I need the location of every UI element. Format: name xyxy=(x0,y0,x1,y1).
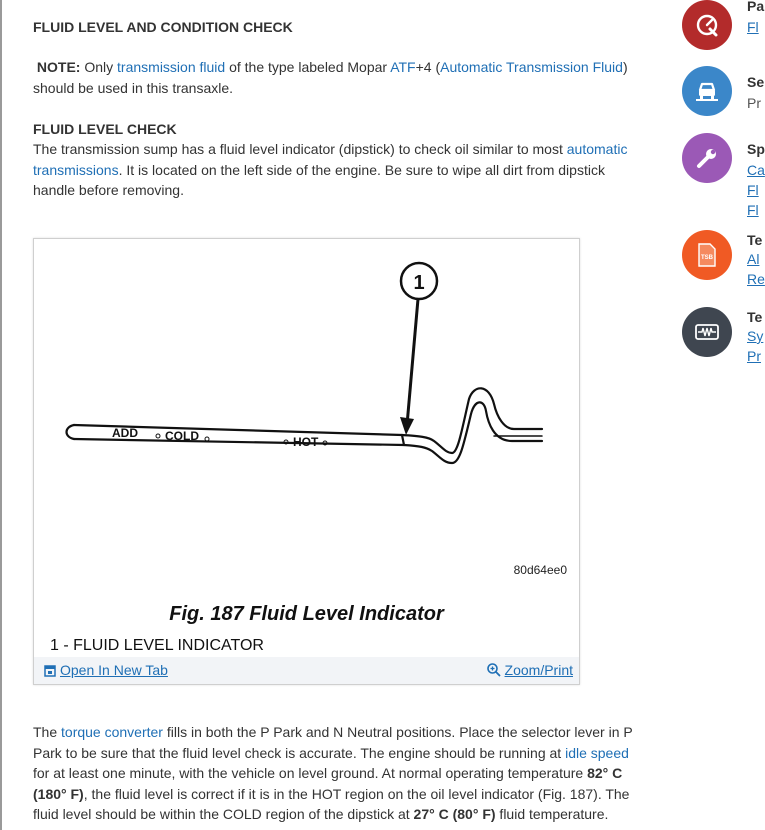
sidebar-item-link[interactable]: Sy xyxy=(747,328,764,344)
dipstick-tip xyxy=(67,425,75,439)
sidebar-item-tsb[interactable] xyxy=(682,230,765,290)
link-automatic-transmissions[interactable]: automatic transmissions xyxy=(33,141,628,178)
open-in-new-tab-button[interactable] xyxy=(44,662,168,678)
figure-legend: 1 - FLUID LEVEL INDICATOR xyxy=(50,637,264,654)
link-automatic-transmission-fluid[interactable]: Automatic Transmission Fluid xyxy=(440,59,623,75)
paragraph-text: , the fluid level is correct if it is in the HOT region on the oil level indicator (Fig. 187). The fluid level should be within the COLD region of the dipstick at xyxy=(33,785,630,822)
zoom-in-icon xyxy=(487,663,501,677)
paragraph-text: fills in both the P Park and N Neutral positions. Place the selector lever in P Park to be sure that the fluid level check is accurate. The engine should be running at xyxy=(33,724,633,761)
section-heading-fluid-level-check: FLUID LEVEL CHECK xyxy=(33,121,177,137)
note-paragraph xyxy=(33,57,645,98)
sidebar-item-technical[interactable] xyxy=(682,307,764,367)
page-left-border xyxy=(0,0,2,830)
dipstick-dot xyxy=(156,434,160,438)
sidebar-item-service[interactable] xyxy=(682,66,765,126)
sidebar-item-link[interactable]: Fl xyxy=(747,182,759,198)
dipstick-label-add: ADD xyxy=(112,426,138,440)
note-text: Only xyxy=(80,59,118,75)
sidebar-item-text: Pr xyxy=(747,95,761,111)
dipstick-illustration xyxy=(34,239,579,539)
paragraph-text: The transmission sump has a fluid level indicator (dipstick) to check oil similar to most xyxy=(33,141,567,157)
link-idle-speed[interactable]: idle speed xyxy=(565,744,629,761)
sidebar-item-link[interactable]: Fl xyxy=(747,19,759,35)
paragraph-text: fluid temperature. xyxy=(495,806,609,822)
torque-converter-paragraph xyxy=(33,722,645,825)
wrench-icon xyxy=(694,145,720,171)
link-atf[interactable]: ATF xyxy=(390,59,416,75)
sidebar-item-title: Sp xyxy=(747,141,765,157)
link-torque-converter[interactable]: torque converter xyxy=(61,724,163,740)
new-tab-icon xyxy=(44,665,56,677)
sidebar-item-link[interactable]: Pr xyxy=(747,348,761,364)
figure-image-code: 80d64ee0 xyxy=(513,563,567,577)
tsb-badge-text: TSB xyxy=(701,255,713,261)
gauge-wrench-icon xyxy=(694,12,720,38)
note-text: of the type labeled Mopar xyxy=(225,59,391,75)
cold-temperature: 27° C (80° F) xyxy=(413,806,496,822)
figure-fluid-level-indicator xyxy=(33,238,580,685)
hot-temperature: 82° C (180° F) xyxy=(33,765,623,802)
sidebar-item-link[interactable]: Fl xyxy=(747,202,759,218)
open-in-new-tab-label: Open In New Tab xyxy=(60,662,168,678)
car-service-icon xyxy=(694,78,720,104)
callout-arrowhead xyxy=(400,417,414,435)
paragraph-text: The xyxy=(33,724,62,740)
paragraph-text: for at least one minute, with the vehicle on level ground. At normal operating temperature xyxy=(33,765,588,781)
callout-number: 1 xyxy=(413,272,425,294)
sidebar-item-title: Pa xyxy=(747,0,765,14)
figure-title: Fig. 187 Fluid Level Indicator xyxy=(169,603,444,625)
sidebar-item-circle xyxy=(682,307,732,357)
zoom-print-label: Zoom/Print xyxy=(504,662,573,678)
sidebar-item-title: Se xyxy=(747,74,765,90)
waveform-icon xyxy=(694,322,720,342)
dipstick-collar xyxy=(402,435,404,445)
callout-leader-line xyxy=(407,299,418,425)
sidebar-item-title: Te xyxy=(747,309,763,325)
link-transmission-fluid[interactable]: transmission fluid xyxy=(117,59,226,75)
section-heading-fluid-level-condition: FLUID LEVEL AND CONDITION CHECK xyxy=(33,19,293,35)
paragraph-text: . It is located on the left side of the engine. Be sure to wipe all dirt from dipstick handle before removing. xyxy=(33,161,605,198)
zoom-print-button[interactable] xyxy=(487,662,573,678)
sidebar-item-parts[interactable] xyxy=(682,0,765,60)
sidebar-item-link[interactable]: Al xyxy=(747,251,760,267)
sidebar-item-circle xyxy=(682,0,732,50)
sidebar-item-circle xyxy=(682,66,732,116)
dipstick-label-hot: HOT xyxy=(293,435,319,449)
sidebar-item-title: Te xyxy=(747,232,763,248)
dipstick-paragraph xyxy=(33,139,645,201)
figure-toolbar xyxy=(34,657,579,684)
note-text: ) should be used in this transaxle. xyxy=(33,59,628,96)
sidebar-item-link[interactable]: Re xyxy=(747,271,765,287)
sidebar-item-specifications[interactable] xyxy=(682,133,765,218)
dipstick-label-cold: COLD xyxy=(165,429,199,443)
sidebar-item-circle xyxy=(682,133,732,183)
note-text: +4 ( xyxy=(415,59,441,75)
sidebar-item-circle xyxy=(682,230,732,280)
note-label: NOTE: xyxy=(36,59,81,75)
tsb-document-icon xyxy=(695,242,719,268)
sidebar-item-link[interactable]: Ca xyxy=(747,162,765,178)
